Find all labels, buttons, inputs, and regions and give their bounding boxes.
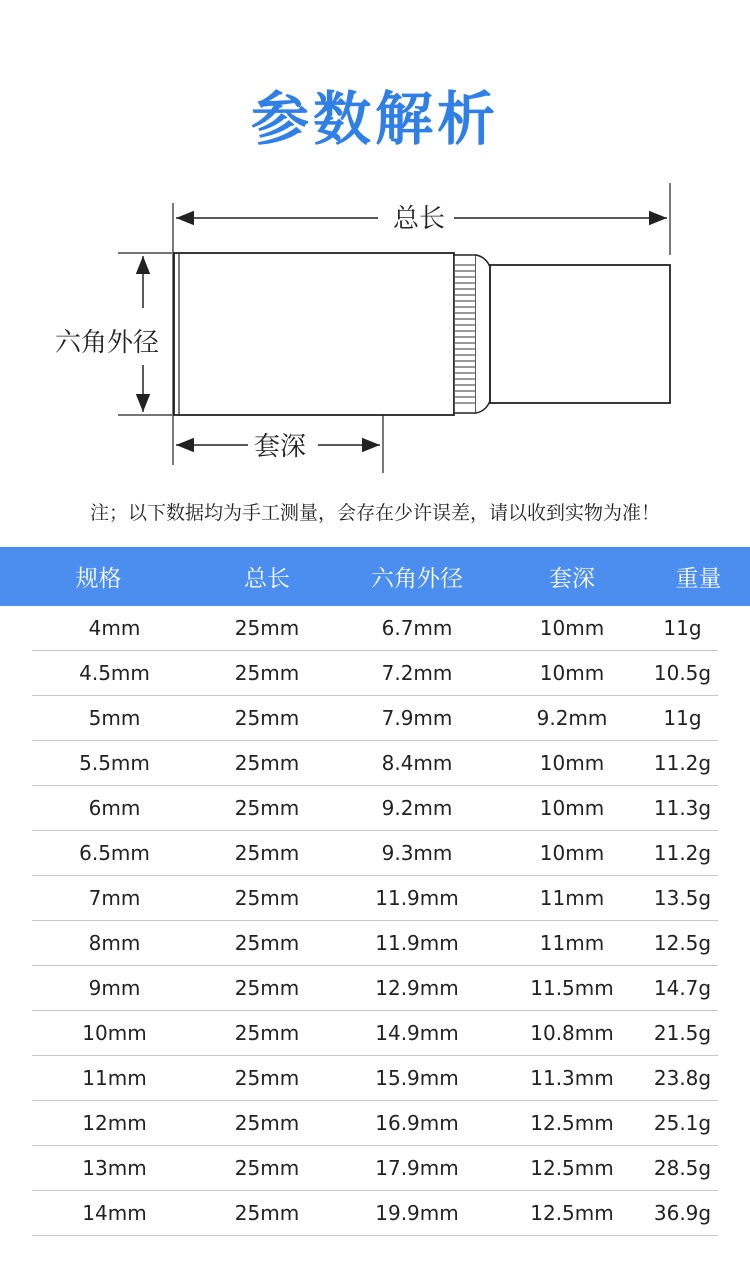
cell-total-length: 25mm [234, 886, 300, 910]
cell-hex-diameter: 15.9mm [375, 1066, 459, 1090]
cell-spec: 10mm [82, 1021, 147, 1045]
cell-socket-depth: 10mm [539, 841, 605, 865]
cell-weight: 25.1g [653, 1111, 712, 1135]
table-row [32, 876, 718, 921]
cell-socket-depth: 12.5mm [530, 1111, 614, 1135]
cell-total-length: 25mm [234, 706, 300, 730]
table-header [0, 547, 750, 606]
cell-weight: 10.5g [653, 661, 712, 685]
cell-weight: 11.2g [653, 841, 712, 865]
table-row [32, 651, 718, 696]
cell-spec: 7mm [88, 886, 141, 910]
table-row [32, 786, 718, 831]
cell-hex-diameter: 7.9mm [381, 706, 453, 730]
cell-total-length: 25mm [234, 751, 300, 775]
cell-weight: 36.9g [653, 1201, 712, 1225]
cell-total-length: 25mm [234, 1021, 300, 1045]
cell-weight: 21.5g [653, 1021, 712, 1045]
table-body [0, 606, 750, 1236]
table-row [32, 1011, 718, 1056]
cell-weight: 28.5g [653, 1156, 712, 1180]
cell-socket-depth: 11mm [539, 931, 605, 955]
cell-socket-depth: 12.5mm [530, 1156, 614, 1180]
cell-socket-depth: 11.5mm [530, 976, 614, 1000]
cell-hex-diameter: 17.9mm [375, 1156, 459, 1180]
socket-depth-label: 套深 [254, 432, 307, 462]
table-row [32, 1101, 718, 1146]
cell-socket-depth: 10mm [539, 661, 605, 685]
col-header-spec: 规格 [75, 566, 122, 592]
col-header-weight: 重量 [675, 566, 722, 592]
cell-hex-diameter: 6.7mm [381, 616, 453, 640]
cell-socket-depth: 11mm [539, 886, 605, 910]
measurement-note: 注；以下数据均为手工测量，会存在少许误差，请以收到实物为准！ [89, 502, 660, 524]
cell-spec: 12mm [82, 1111, 147, 1135]
cell-hex-diameter: 14.9mm [375, 1021, 459, 1045]
cell-weight: 23.8g [653, 1066, 712, 1090]
table-row [32, 1191, 718, 1236]
cell-spec: 6mm [88, 796, 141, 820]
table-row [32, 1056, 718, 1101]
cell-hex-diameter: 9.3mm [381, 841, 453, 865]
total-length-label: 总长 [393, 204, 446, 234]
cell-spec: 8mm [88, 931, 141, 955]
cell-spec: 4.5mm [79, 661, 150, 685]
cell-spec: 11mm [82, 1066, 147, 1090]
cell-weight: 13.5g [653, 886, 712, 910]
cell-hex-diameter: 7.2mm [381, 661, 453, 685]
cell-socket-depth: 10mm [539, 751, 605, 775]
cell-hex-diameter: 16.9mm [375, 1111, 459, 1135]
hex-diameter-label: 六角外径 [55, 328, 160, 358]
cell-spec: 5.5mm [79, 751, 150, 775]
cell-total-length: 25mm [234, 931, 300, 955]
cell-weight: 11.2g [653, 751, 712, 775]
cell-weight: 11g [663, 706, 702, 730]
spec-table [0, 547, 750, 1236]
page-title: 参数解析 [250, 85, 499, 153]
cell-socket-depth: 10mm [539, 796, 605, 820]
cell-weight: 14.7g [653, 976, 712, 1000]
col-header-hex-diameter: 六角外径 [371, 566, 463, 592]
cell-total-length: 25mm [234, 661, 300, 685]
cell-socket-depth: 12.5mm [530, 1201, 614, 1225]
socket-body [174, 253, 454, 415]
cell-hex-diameter: 19.9mm [375, 1201, 459, 1225]
cell-socket-depth: 11.3mm [530, 1066, 614, 1090]
table-row [32, 831, 718, 876]
table-row [32, 966, 718, 1011]
col-header-socket-depth: 套深 [549, 566, 595, 592]
knurl-band [454, 255, 476, 413]
cell-total-length: 25mm [234, 1156, 300, 1180]
cell-spec: 13mm [82, 1156, 147, 1180]
cell-hex-diameter: 8.4mm [381, 751, 453, 775]
cell-spec: 6.5mm [79, 841, 150, 865]
cell-socket-depth: 9.2mm [536, 706, 608, 730]
cell-hex-diameter: 11.9mm [375, 886, 459, 910]
col-header-total-length: 总长 [244, 566, 290, 592]
cell-spec: 9mm [88, 976, 141, 1000]
cell-weight: 11g [663, 616, 702, 640]
cell-hex-diameter: 12.9mm [375, 976, 459, 1000]
cell-spec: 14mm [82, 1201, 147, 1225]
table-row [32, 696, 718, 741]
cell-total-length: 25mm [234, 616, 300, 640]
cell-total-length: 25mm [234, 796, 300, 820]
cell-spec: 5mm [88, 706, 141, 730]
drive-end [490, 265, 670, 403]
cell-total-length: 25mm [234, 1201, 300, 1225]
cell-total-length: 25mm [234, 976, 300, 1000]
table-row [32, 741, 718, 786]
cell-total-length: 25mm [234, 1111, 300, 1135]
table-row [32, 606, 718, 651]
table-row [32, 1146, 718, 1191]
cell-total-length: 25mm [234, 1066, 300, 1090]
cell-total-length: 25mm [234, 841, 300, 865]
cell-weight: 12.5g [653, 931, 712, 955]
cell-hex-diameter: 9.2mm [381, 796, 453, 820]
socket-dimension-diagram [0, 175, 750, 475]
cell-socket-depth: 10mm [539, 616, 605, 640]
table-row [32, 921, 718, 966]
cell-spec: 4mm [88, 616, 141, 640]
cell-socket-depth: 10.8mm [530, 1021, 614, 1045]
cell-hex-diameter: 11.9mm [375, 931, 459, 955]
cell-weight: 11.3g [653, 796, 712, 820]
